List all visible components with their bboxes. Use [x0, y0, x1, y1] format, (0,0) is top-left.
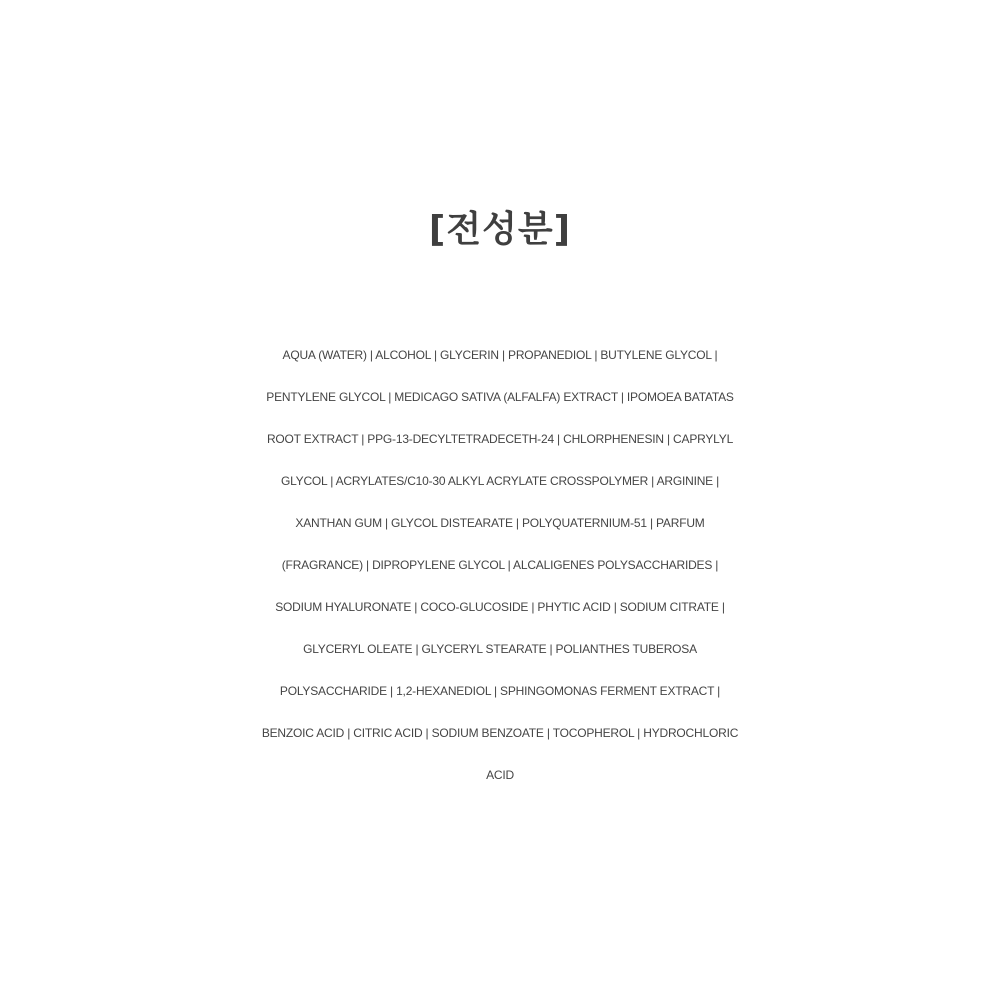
- ingredient-line: ACID: [486, 768, 514, 782]
- ingredient-line: AQUA (WATER) | ALCOHOL | GLYCERIN | PROPANEDIOL | BUTYLENE GLYCOL |: [282, 348, 718, 362]
- ingredient-line: XANTHAN GUM | GLYCOL DISTEARATE | POLYQUATERNIUM-51 | PARFUM: [295, 516, 705, 530]
- ingredient-line: POLYSACCHARIDE | 1,2-HEXANEDIOL | SPHINGOMONAS FERMENT EXTRACT |: [279, 684, 721, 698]
- page-title: [전성분]: [428, 209, 572, 250]
- ingredient-line: ROOT EXTRACT | PPG-13-DECYLTETRADECETH-24 | CHLORPHENESIN | CAPRYLYL: [266, 432, 734, 446]
- ingredient-line: (FRAGRANCE) | DIPROPYLENE GLYCOL | ALCALIGENES POLYSACCHARIDES |: [281, 558, 719, 572]
- ingredient-line: GLYCERYL OLEATE | GLYCERYL STEARATE | POLIANTHES TUBEROSA: [303, 642, 697, 656]
- ingredient-list: [0, 334, 1000, 796]
- ingredient-line: BENZOIC ACID | CITRIC ACID | SODIUM BENZOATE | TOCOPHEROL | HYDROCHLORIC: [261, 726, 739, 740]
- ingredient-line: GLYCOL | ACRYLATES/C10-30 ALKYL ACRYLATE CROSSPOLYMER | ARGININE |: [280, 474, 720, 488]
- ingredient-line: PENTYLENE GLYCOL | MEDICAGO SATIVA (ALFALFA) EXTRACT | IPOMOEA BATATAS: [266, 390, 734, 404]
- ingredient-line: SODIUM HYALURONATE | COCO-GLUCOSIDE | PHYTIC ACID | SODIUM CITRATE |: [275, 600, 725, 614]
